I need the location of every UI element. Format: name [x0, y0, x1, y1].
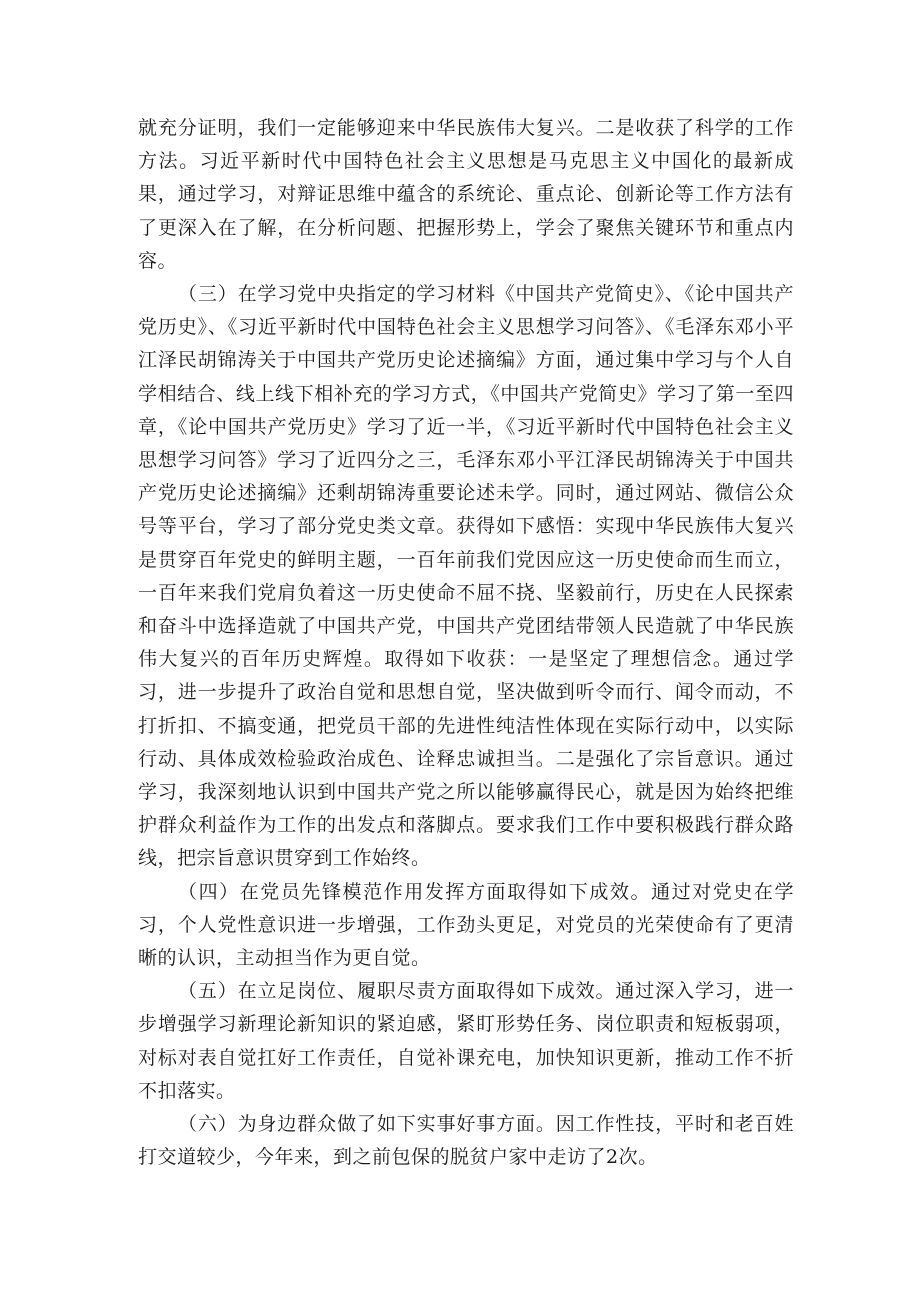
paragraph-section-3: （三）在学习党中央指定的学习材料《中国共产党简史》、《论中国共产党历史》、《习近平新时代中国特色社会主义思想学习问答》、《毛泽东邓小平江泽民胡锦涛关于中国共产党历史论述摘编》方面，通过集中学习与个人自学相结合、线上线下相补充的学习方式，《中国共产党简史》学习了第一至四章，《论中国共产党历史》学习了近一半，《习近平新时代中国特色社会主义思想学习问答》学习了近四分之三，毛泽东邓小平江泽民胡锦涛关于中国共产党历史论述摘编》还剩胡锦涛重要论述未学。同时，通过网站、微信公众号等平台，学习了部分党史类文章。获得如下感悟：实现中华民族伟大复兴是贯穿百年党史的鲜明主题，一百年前我们党因应这一历史使命而生而立，一百年来我们党肩负着这一历史使命不屈不挠、坚毅前行，历史在人民探索和奋斗中选择造就了中国共产党，中国共产党团结带领人民造就了中华民族伟大复兴的百年历史辉煌。取得如下收获：一是坚定了理想信念。通过学习，进一步提升了政治自觉和思想自觉，坚决做到听令而行、闻令而动，不打折扣、不搞变通，把党员干部的先进性纯洁性体现在实际行动中，以实际行动、具体成效检验政治成色、诠释忠诚担当。二是强化了宗旨意识。通过学习，我深刻地认识到中国共产党之所以能够赢得民心，就是因为始终把维护群众利益作为工作的出发点和落脚点。要求我们工作中要积极践行群众路线，把宗旨意识贯穿到工作始终。 [138, 283, 794, 870]
paragraph-section-5: （五）在立足岗位、履职尽责方面取得如下成效。通过深入学习，进一步增强学习新理论新知识的紧迫感，紧盯形势任务、岗位职责和短板弱项，对标对表自觉扛好工作责任，自觉补课充电，加快知识更新，推动工作不折不扣落实。 [138, 980, 794, 1102]
paragraph-section-6: （六）为身边群众做了如下实事好事方面。因工作性技，平时和老百姓打交道较少，今年来，到之前包保的脱贫户家中走访了2次。 [138, 1113, 794, 1169]
paragraph-section-4: （四）在党员先锋模范作用发挥方面取得如下成效。通过对党史在学习，个人党性意识进一步增强，工作劲头更足，对党员的光荣使命有了更清晰的认识，主动担当作为更自觉。 [138, 880, 794, 970]
paragraph-continuation: 就充分证明，我们一定能够迎来中华民族伟大复兴。二是收获了科学的工作方法。习近平新时代中国特色社会主义思想是马克思主义中国化的最新成果，通过学习，对辩证思维中蕴含的系统论、重点论、创新论等工作方法有了更深入在了解，在分析问题、把握形势上，学会了聚焦关键环节和重点内容。 [138, 117, 794, 272]
document-body [138, 112, 794, 1175]
